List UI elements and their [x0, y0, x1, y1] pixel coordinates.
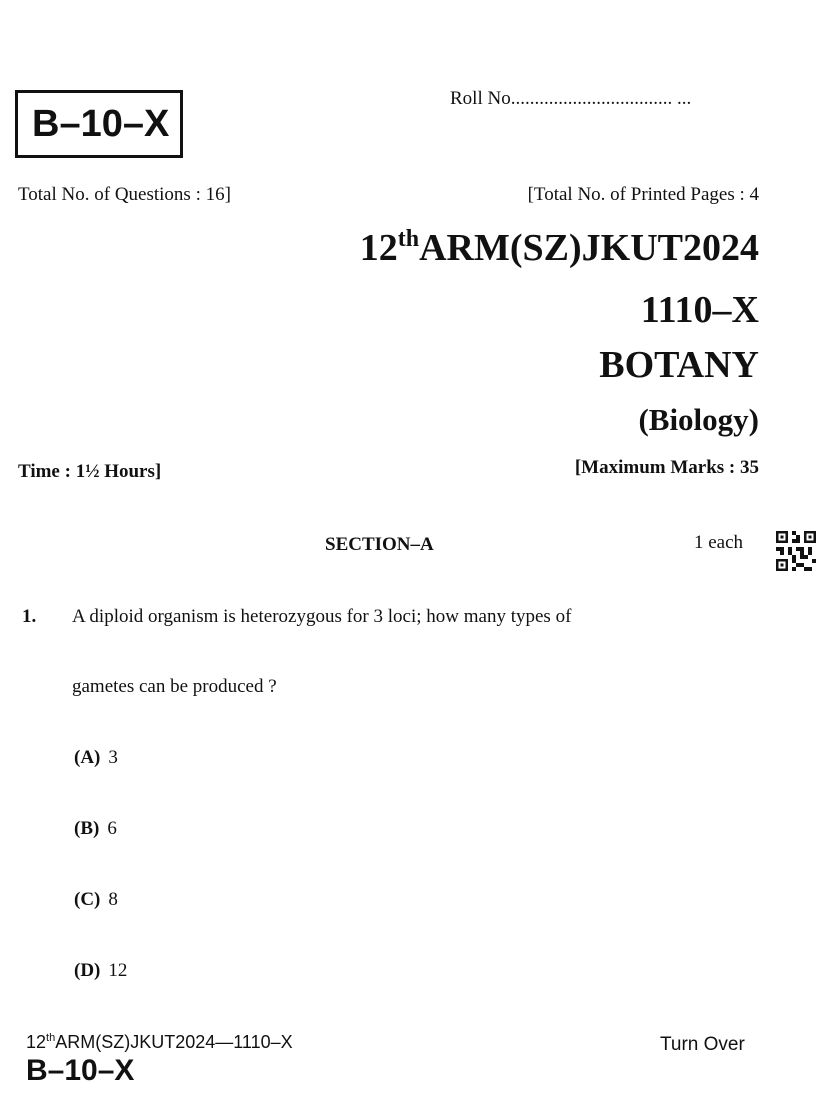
option-value: 6 [107, 818, 117, 839]
section-title: SECTION–A [325, 534, 434, 555]
option-c [74, 889, 118, 911]
option-label: (C) [74, 889, 101, 910]
total-questions: Total No. of Questions : 16] [18, 184, 231, 205]
option-value: 12 [108, 960, 128, 981]
option-label: (A) [74, 747, 101, 768]
question-text-line-2: gametes can be produced ? [72, 676, 277, 697]
footer-set-code: B–10–X [26, 1054, 135, 1087]
subject-subtitle: (Biology) [638, 402, 759, 437]
option-value: 3 [108, 747, 118, 768]
maximum-marks: [Maximum Marks : 35 [574, 457, 759, 478]
option-value: 8 [108, 889, 118, 910]
option-label: (B) [74, 818, 100, 839]
question-number: 1. [22, 606, 37, 627]
footer-code-sup: th [46, 1032, 56, 1044]
footer-code-rest: ARM(SZ)JKUT2024—1110–X [55, 1032, 293, 1052]
paper-code: 1110–X [640, 289, 759, 331]
question-text-line-1: A diploid organism is heterozygous for 3 loci; how many types of [72, 606, 572, 627]
qr-code-icon [776, 531, 816, 571]
exam-code [360, 226, 759, 270]
section-marks: 1 each [694, 532, 744, 553]
paper-set-code: B–10–X [32, 103, 170, 145]
footer-exam-code [26, 1032, 293, 1053]
exam-code-prefix: 12 [359, 227, 398, 269]
option-b [74, 818, 117, 840]
footer-code-prefix: 12 [26, 1032, 47, 1052]
subject-title: BOTANY [599, 344, 759, 386]
total-printed-pages: [Total No. of Printed Pages : 4 [527, 184, 759, 205]
option-label: (D) [74, 960, 101, 981]
option-a [74, 747, 118, 769]
paper-set-code-box [15, 90, 183, 158]
exam-code-sup: th [397, 226, 420, 252]
turn-over-text: Turn Over [660, 1034, 745, 1055]
roll-number-field: Roll No.................................. ... [450, 88, 692, 109]
exam-code-rest: ARM(SZ)JKUT2024 [419, 227, 759, 269]
option-d [74, 960, 127, 982]
time-limit: Time : 1½ Hours] [18, 461, 162, 482]
